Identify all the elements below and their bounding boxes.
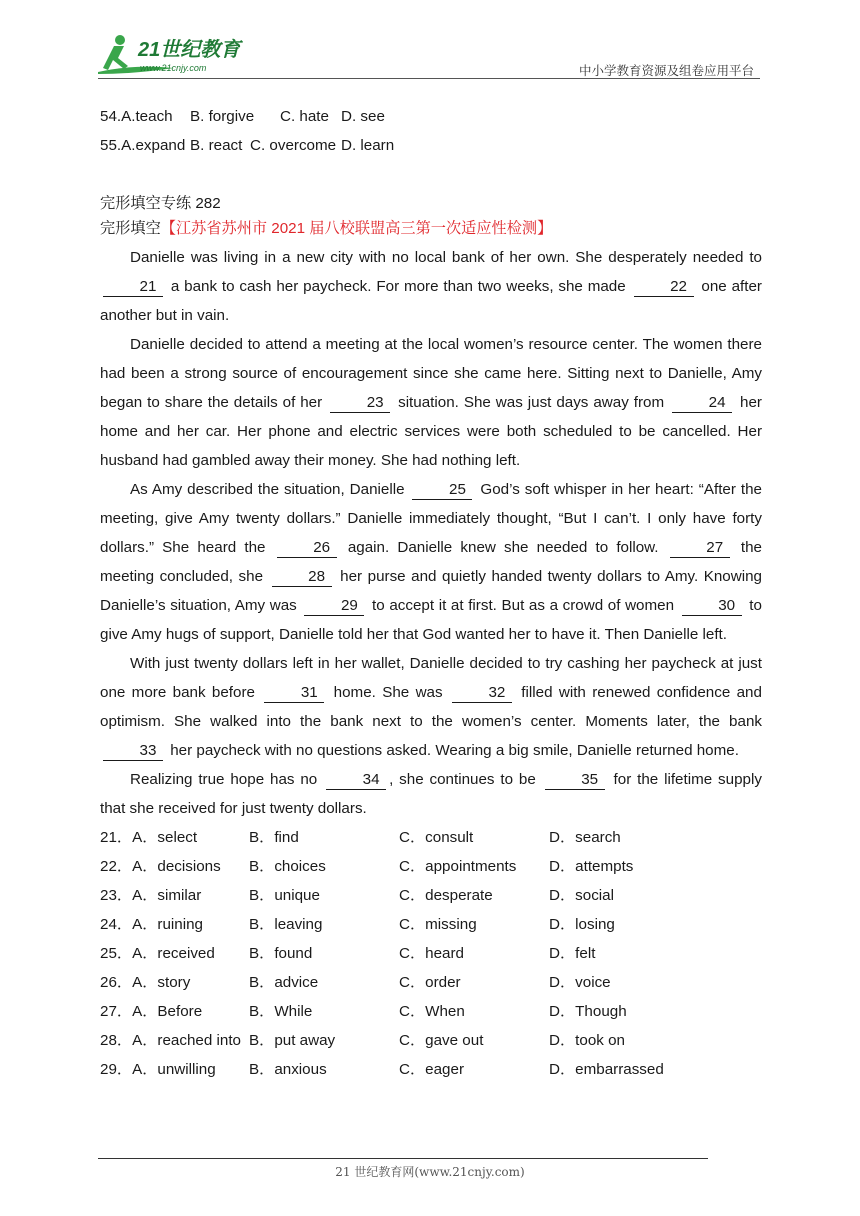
section-title: 完形填空专练 282 — [100, 195, 221, 212]
option-b: B．find — [249, 829, 299, 846]
question-26-options — [100, 968, 762, 997]
blank-22: 22 — [634, 278, 694, 297]
paragraph-2: Danielle decided to attend a meeting at the local women’s resource center. The women there had been a strong source of encouragement since she came here. Sitting next to Danielle, Amy began to share the details of her 23 situation. She was just days away from 24 her home and her car. Her phone and electric services were both scheduled to be cancelled. Her husband had gambled away their money. She had nothing left. — [100, 336, 762, 469]
option-a: 54.A.teach — [100, 108, 173, 125]
option-b: B．leaving — [249, 916, 323, 933]
option-c: C．desperate — [399, 887, 493, 904]
blank-30: 30 — [682, 597, 742, 616]
exam-source: 【江苏省苏州市 2021 届八校联盟高三第一次适应性检测】 — [160, 220, 553, 237]
section-source-line — [100, 216, 762, 243]
paragraph-5: Realizing true hope has no 34 , she continues to be 35 for the lifetime supply that she received for just twenty dollars. — [100, 771, 762, 817]
option-d: D．embarrassed — [549, 1061, 664, 1078]
option-b: B．anxious — [249, 1061, 327, 1078]
page-footer: 21 世纪教育网(www.21cnjy.com) — [335, 1165, 525, 1179]
option-d: D．felt — [549, 945, 596, 962]
blank-27: 27 — [670, 539, 730, 558]
document-body — [100, 104, 762, 1084]
platform-name: 中小学教育资源及组卷应用平台 — [578, 63, 754, 78]
paragraph-1: Danielle was living in a new city with no local bank of her own. She desperately needed to 21 a bank to cash her paycheck. For more than two weeks, she made 22 one after another but in vain. — [100, 249, 762, 324]
question-27-options — [100, 997, 762, 1026]
paragraph-4: With just twenty dollars left in her wallet, Danielle decided to try cashing her paycheck at just one more bank before 31 home. She was 32 filled with renewed confidence and optimism. She walked into the bank next to the women’s center. Moments later, the bank 33 her paycheck with no questions asked. Wearing a big smile, Danielle returned home. — [100, 655, 762, 759]
option-b: B．unique — [249, 887, 320, 904]
question-type: 完形填空 — [100, 220, 161, 237]
blank-26: 26 — [277, 539, 337, 558]
blank-23: 23 — [330, 394, 390, 413]
option-d: D．search — [549, 829, 621, 846]
blank-31: 31 — [264, 684, 324, 703]
blank-24: 24 — [672, 394, 732, 413]
option-a: 21．A．select — [100, 829, 198, 846]
blank-33: 33 — [103, 742, 163, 761]
blank-35: 35 — [545, 771, 605, 790]
option-c: C．order — [399, 974, 461, 991]
option-c: C. hate — [280, 108, 329, 125]
blank-29: 29 — [304, 597, 364, 616]
option-b: B．found — [249, 945, 313, 962]
question-22-options — [100, 852, 762, 881]
option-d: D．Though — [549, 1003, 627, 1020]
option-d: D．social — [549, 887, 614, 904]
option-b: B．While — [249, 1003, 313, 1020]
question-24-options — [100, 910, 762, 939]
option-c: C．eager — [399, 1061, 464, 1078]
option-b: B．put away — [249, 1032, 336, 1049]
option-a: 22．A．decisions — [100, 858, 221, 875]
question-23-options — [100, 881, 762, 910]
option-c: C．appointments — [399, 858, 517, 875]
option-a: 24．A．ruining — [100, 916, 203, 933]
option-d: D. learn — [341, 137, 395, 154]
option-c: C．gave out — [399, 1032, 484, 1049]
option-c: C．heard — [399, 945, 464, 962]
option-a: 25．A．received — [100, 945, 215, 962]
option-b: B．advice — [249, 974, 319, 991]
option-a: 26．A．story — [100, 974, 191, 991]
blank-25: 25 — [412, 481, 472, 500]
blank-28: 28 — [272, 568, 332, 587]
question-55-options — [100, 133, 762, 162]
blank-32: 32 — [452, 684, 512, 703]
option-b: B．choices — [249, 858, 326, 875]
option-d: D．took on — [549, 1032, 625, 1049]
header-divider — [98, 78, 760, 79]
passage — [100, 243, 762, 823]
answer-options — [100, 823, 762, 1084]
question-28-options — [100, 1026, 762, 1055]
option-a: 28．A．reached into — [100, 1032, 241, 1049]
option-a: 29．A．unwilling — [100, 1061, 216, 1078]
option-c: C. overcome — [250, 137, 337, 154]
option-c: C．missing — [399, 916, 477, 933]
option-d: D．attempts — [549, 858, 634, 875]
option-d: D．voice — [549, 974, 611, 991]
logo-url: www.21cnjy.com — [140, 63, 207, 73]
question-29-options — [100, 1055, 762, 1084]
logo — [94, 34, 264, 78]
question-21-options — [100, 823, 762, 852]
footer-divider — [98, 1158, 708, 1159]
question-54-options — [100, 104, 762, 133]
option-c: C．consult — [399, 829, 474, 846]
option-a: 27．A．Before — [100, 1003, 203, 1020]
option-b: B. forgive — [190, 108, 255, 125]
paragraph-3: As Amy described the situation, Danielle 25 God’s soft whisper in her heart: “After the meeting, give Amy twenty dollars.” Danielle immediately thought, “But I can’t. I only have forty dollars.” She heard the 26 again. Danielle knew she needed to follow. 27 the meeting concluded, she 28 her purse and quietly handed twenty dollars to Amy. Knowing Danielle’s situation, Amy was 29 to accept it at first. But as a crowd of women 30 to give Amy hugs of support, Danielle told her that God wanted her to have it. Then Danielle left. — [100, 481, 763, 643]
option-c: C．When — [399, 1003, 465, 1020]
page-header — [0, 0, 860, 80]
option-a: 55.A.expand — [100, 137, 186, 154]
option-a: 23．A．similar — [100, 887, 202, 904]
option-b: B. react — [190, 137, 243, 154]
blank-21: 21 — [103, 278, 163, 297]
blank-34: 34 — [326, 771, 386, 790]
option-d: D. see — [341, 108, 385, 125]
option-d: D．losing — [549, 916, 615, 933]
logo-text: 21世纪教育 — [138, 39, 241, 61]
question-25-options — [100, 939, 762, 968]
